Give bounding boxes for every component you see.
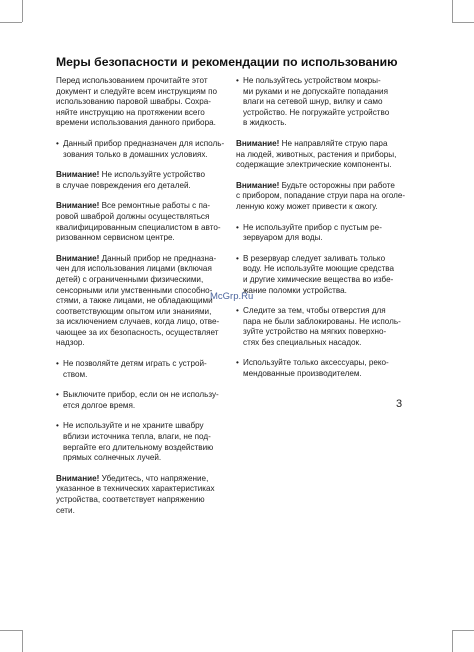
text-line: содержащие электрические компоненты.: [236, 160, 392, 170]
text-line: • Следите за тем, чтобы отверстия для: [243, 306, 386, 316]
text-line: Данный прибор не предназна-: [99, 253, 217, 263]
warning-label: Внимание!: [236, 138, 280, 148]
warning-label: Внимание!: [56, 170, 100, 180]
text-line: сети.: [56, 505, 75, 515]
left-column: [56, 76, 228, 526]
bullet-item: [236, 358, 411, 379]
warning-paragraph: [236, 181, 411, 213]
text-line: в случае повреждения его деталей.: [56, 180, 191, 190]
text-line: зуйте устройство на мягких поверхно-: [243, 327, 387, 337]
text-line: надзор.: [56, 338, 85, 348]
text-line: стями, а также лицами, не обладающими: [56, 296, 213, 306]
text-line: и другие химические вещества во избе-: [243, 274, 394, 284]
crop-mark-top-right: [452, 0, 453, 22]
right-column: [236, 76, 411, 390]
crop-mark-top-left: [22, 0, 23, 22]
text-line: • Не пользуйтесь устройством мокры-: [243, 76, 381, 85]
warning-label: Внимание!: [56, 473, 100, 483]
text-line: в жидкость.: [243, 118, 287, 128]
text-line: • Выключите прибор, если он не использу-: [63, 390, 219, 400]
bullet-item: [56, 390, 228, 411]
bullet-item: [236, 254, 411, 296]
text-line: стях без специальных насадок.: [243, 337, 362, 347]
warning-label: Внимание!: [56, 253, 100, 263]
text-line: с прибором, попадание струи пара на оголе-: [236, 191, 406, 201]
bullet-item: [236, 223, 411, 244]
text-line: воду. Не используйте моющие средства: [243, 264, 395, 274]
text-line: квалифицированным специалистом в авто-: [56, 222, 221, 232]
text-line: жание поломки устройства.: [243, 285, 347, 295]
text-line: Не используйте устройство: [99, 170, 206, 180]
text-line: ством.: [63, 369, 88, 379]
warning-label: Внимание!: [56, 201, 100, 211]
text-line: зервуаром для воды.: [243, 233, 323, 243]
text-line: • Используйте только аксессуары, реко-: [243, 358, 389, 368]
text-line: • В резервуар следует заливать только: [243, 253, 386, 263]
text-line: чен для использования лицами (включая: [56, 264, 212, 274]
warning-paragraph: [56, 170, 228, 191]
text-line: • Не позволяйте детям играть с устрой-: [63, 359, 207, 369]
text-line: детей) с ограниченными физическими,: [56, 274, 204, 284]
warning-paragraph: [56, 474, 228, 516]
bullet-item: [236, 306, 411, 348]
bullet-item: [56, 421, 228, 463]
text-line: влаги на сетевой шнур, вилку и само: [243, 97, 383, 107]
text-line: мендованные производителем.: [243, 369, 362, 379]
page-title: Меры безопасности и рекомендации по использованию: [56, 55, 398, 69]
text-line: на людей, животных, растения и приборы,: [236, 149, 397, 159]
text-line: ровой шваброй должны осуществляться: [56, 211, 210, 221]
text-line: зования только в домашних условиях.: [63, 149, 208, 159]
crop-mark-bottom-left-h: [0, 630, 22, 631]
text-line: ленную кожу может привести к ожогу.: [236, 201, 378, 211]
crop-mark-top-left-h: [0, 22, 22, 23]
text-line: ется долгое время.: [63, 400, 136, 410]
text-line: Все ремонтные работы с па-: [99, 201, 211, 211]
warning-paragraph: [236, 139, 411, 171]
text-line: устройство. Не погружайте устройство: [243, 107, 390, 117]
page-number: 3: [396, 398, 403, 410]
warning-label: Внимание!: [236, 180, 280, 190]
text-line: использованию паровой швабры. Сохра-: [56, 97, 211, 107]
text-line: ми руками и не допускайте попадания: [243, 86, 388, 96]
text-line: • Не используйте и не храните швабру: [63, 421, 204, 431]
warning-paragraph: [56, 201, 228, 243]
bullet-item: [56, 139, 228, 160]
paragraph: [56, 76, 228, 129]
text-line: няйте инструкцию на протяжении всего: [56, 107, 205, 117]
crop-mark-bottom-right: [452, 630, 453, 652]
crop-mark-bottom-right-h: [452, 630, 474, 631]
text-line: Перед использованием прочитайте этот: [56, 76, 208, 85]
bullet-item: [56, 359, 228, 380]
text-line: • Данный прибор предназначен для исполь-: [63, 138, 225, 148]
text-line: ризованном сервисном центре.: [56, 233, 175, 243]
text-line: пара не были заблокированы. Не исполь-: [243, 316, 401, 326]
text-line: устройства, соответствует напряжению: [56, 495, 205, 504]
bullet-item: [236, 76, 411, 129]
text-line: Будьте осторожны при работе: [279, 180, 395, 190]
watermark: McGrp.Ru: [210, 291, 254, 302]
crop-mark-bottom-left: [22, 630, 23, 652]
text-line: за исключением случаев, когда лицо, отве-: [56, 317, 220, 327]
text-line: сенсорными или умственными способно-: [56, 285, 213, 295]
text-line: вергайте его длительному воздействию: [63, 442, 214, 452]
text-line: соответствующим опытом или знаниями,: [56, 306, 212, 316]
text-line: Не направляйте струю пара: [279, 138, 388, 148]
text-line: прямых солнечных лучей.: [63, 453, 162, 463]
text-line: чающее за их безопасность, осуществляет: [56, 327, 219, 337]
text-line: вблизи источника тепла, влаги, не под-: [63, 432, 211, 442]
warning-paragraph: [56, 254, 228, 349]
text-line: Убедитесь, что напряжение,: [99, 473, 209, 483]
text-line: документ и следуйте всем инструкциям по: [56, 86, 217, 96]
text-line: • Не используйте прибор с пустым ре-: [243, 222, 382, 232]
crop-mark-top-right-h: [452, 22, 474, 23]
text-line: указанное в технических характеристиках: [56, 484, 215, 494]
text-line: времени использования данного прибора.: [56, 118, 216, 128]
